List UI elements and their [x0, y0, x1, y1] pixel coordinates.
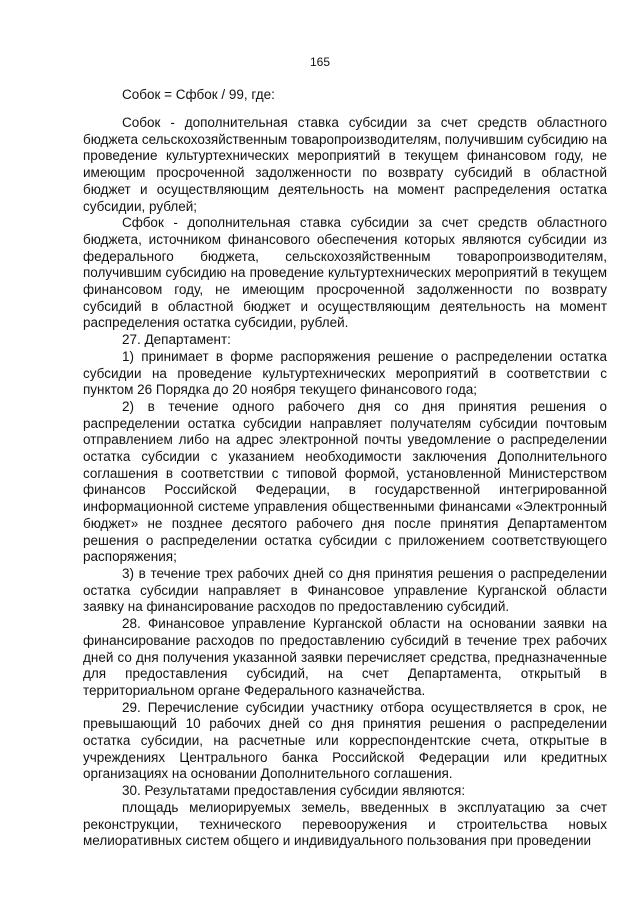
- paragraph-item-30: 30. Результатами предоставления субсидии являются:: [122, 783, 466, 799]
- paragraph-sobok-definition: Собок - дополнительная ставка субсидии за счет средств областного бюджета сельскохозяйственным товаропроизводителям, получившим субсидию на проведение культуртехнических мероприятий в текущем финансовом году, не имеющим просроченной задолженности по возврату субсидий в областной бюджет и осуществляющим деятельность на момент распределения остатка субсидии, рублей;: [83, 115, 607, 214]
- paragraph-item-27-3: 3) в течение трех рабочих дней со дня принятия решения о распределении остатка субсидии направляет в Финансовое управление Курганской области заявку на финансирование расходов по предоставлению субсидий.: [83, 565, 607, 615]
- page-number: 165: [309, 55, 331, 69]
- paragraph-item-30-result: площадь мелиорируемых земель, введенных в эксплуатацию за счет реконструкции, технического перевооружения и строительства новых мелиоративных систем общего и индивидуального пользования при проведении: [83, 799, 607, 849]
- paragraph-sfbok-definition: Сфбок - дополнительная ставка субсидии за счет средств областного бюджета, источником финансового обеспечения которых являются субсидии из федерального бюджета, сельскохозяйственным товаропроизводителям, получившим субсидию на проведение культуртехнических мероприятий в текущем финансовом году, не имеющим просроченной задолженности по возврату субсидий в областной бюджет и осуществляющим деятельность на момент распределения остатка субсидии, рублей.: [83, 215, 607, 331]
- paragraph-item-29: 29. Перечисление субсидии участнику отбора осуществляется в срок, не превышающий 10 рабочих дней со дня принятия решения о распределении остатка субсидии, на расчетные или корреспондентские счета, открытые в учреждениях Центрального банка Российской Федерации или кредитных организациях на основании Дополнительного соглашения.: [83, 699, 607, 782]
- formula-line: Собок = Сфбок / 99, где:: [122, 87, 275, 102]
- paragraph-item-28: 28. Финансовое управление Курганской области на основании заявки на финансирование расходов по предоставлению субсидий в течение трех рабочих дней со дня получения указанной заявки перечисляет средства, предназначенные для предоставления субсидий, на счет Департамента, открытый в территориальном органе Федерального казначейства.: [83, 616, 607, 698]
- paragraph-item-27: 27. Департамент:: [122, 332, 231, 348]
- paragraph-item-27-1: 1) принимает в форме распоряжения решение о распределении остатка субсидии на проведение культуртехнических мероприятий в соответствии с пунктом 26 Порядка до 20 ноября текущего финансового года;: [83, 348, 607, 398]
- paragraph-item-27-2: 2) в течение одного рабочего дня со дня принятия решения о распределении остатка субсидии направляет получателям субсидии почтовым отправлением либо на адрес электронной почты уведомление о распределении остатка субсидии с указанием необходимости заключения Дополнительного соглашения в соответствии с типовой формой, установленной Министерством финансов Российской Федерации, в государственной интегрированной информационной системе управления общественными финансами «Электронный бюджет» не позднее десятого рабочего дня после принятия Департаментом решения о распределении остатка субсидии с приложением соответствующего распоряжения;: [83, 398, 607, 565]
- document-body: [83, 115, 607, 850]
